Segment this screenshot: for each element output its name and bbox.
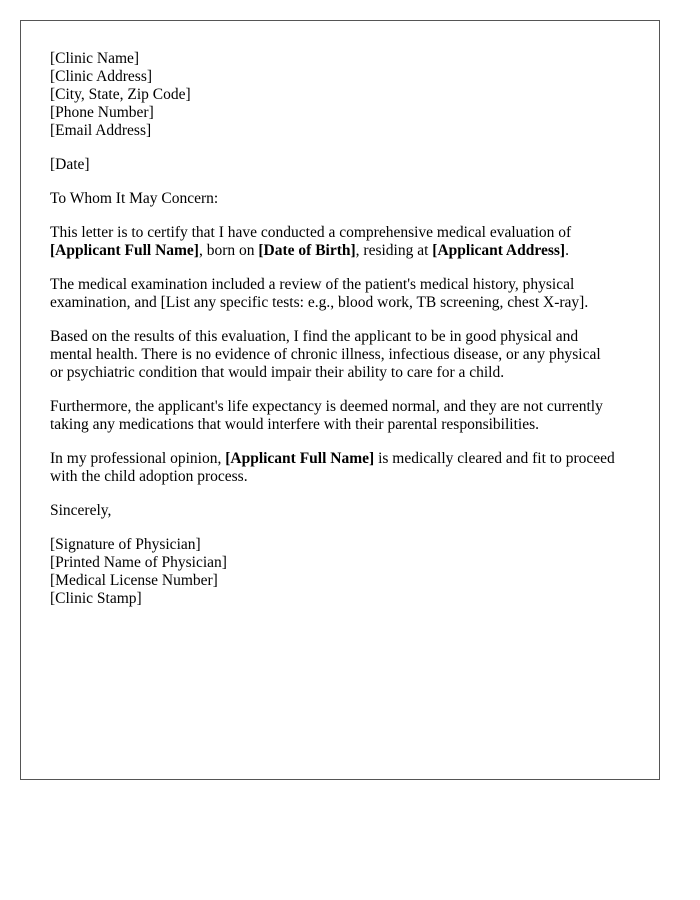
clinic-name: [Clinic Name] (50, 50, 140, 67)
paragraph-text: Furthermore, the applicant's life expectancy is deemed normal, and they are not currently (50, 398, 603, 415)
paragraph-text: , born on (198, 242, 259, 259)
license-number-placeholder: [Medical License Number] (50, 572, 218, 589)
paragraph-text: or psychiatric condition that would impair their ability to care for a child. (50, 364, 505, 381)
letter-content (50, 50, 640, 624)
closing (50, 502, 640, 520)
paragraph-text: . (565, 242, 569, 259)
closing-text: Sincerely, (50, 502, 112, 519)
paragraph-text: mental health. There is no evidence of chronic illness, infectious disease, or any physical (50, 346, 601, 363)
letter-page (20, 20, 660, 780)
paragraph-text: is medically cleared and fit to proceed (374, 450, 615, 467)
paragraph-text: examination, and [List any specific tests: e.g., blood work, TB screening, chest X-ray]. (50, 294, 589, 311)
paragraph-text: The medical examination included a review of the patient's medical history, physical (50, 276, 575, 293)
paragraph-text: , residing at (355, 242, 433, 259)
paragraph-examination (50, 276, 640, 312)
paragraph-certification (50, 224, 640, 260)
signature-placeholder: [Signature of Physician] (50, 536, 201, 553)
signature-block (50, 536, 640, 608)
salutation (50, 190, 640, 208)
paragraph-line (50, 242, 640, 260)
applicant-name-placeholder: [Applicant Full Name] (225, 450, 375, 467)
applicant-address-placeholder: [Applicant Address] (432, 242, 566, 259)
paragraph-text: This letter is to certify that I have conducted a comprehensive medical evaluation of (50, 224, 572, 241)
paragraph-text: Based on the results of this evaluation, I find the applicant to be in good physical and (50, 328, 579, 345)
date-text: [Date] (50, 156, 90, 173)
clinic-stamp-placeholder: [Clinic Stamp] (50, 590, 142, 607)
salutation-text: To Whom It May Concern: (50, 190, 219, 207)
date-of-birth-placeholder: [Date of Birth] (258, 242, 356, 259)
paragraph-results (50, 328, 640, 382)
clinic-city-state-zip: [City, State, Zip Code] (50, 86, 191, 103)
clinic-header (50, 50, 640, 140)
paragraph-opinion (50, 450, 640, 486)
clinic-address: [Clinic Address] (50, 68, 153, 85)
applicant-name-placeholder: [Applicant Full Name] (50, 242, 199, 259)
printed-name-placeholder: [Printed Name of Physician] (50, 554, 227, 571)
paragraph-life-expectancy (50, 398, 640, 434)
paragraph-text: In my professional opinion, (50, 450, 226, 467)
paragraph-text: taking any medications that would interfere with their parental responsibilities. (50, 416, 539, 433)
paragraph-line (50, 450, 640, 468)
clinic-email: [Email Address] (50, 122, 152, 139)
clinic-phone: [Phone Number] (50, 104, 154, 121)
paragraph-text: with the child adoption process. (50, 468, 248, 485)
letter-date (50, 156, 640, 174)
